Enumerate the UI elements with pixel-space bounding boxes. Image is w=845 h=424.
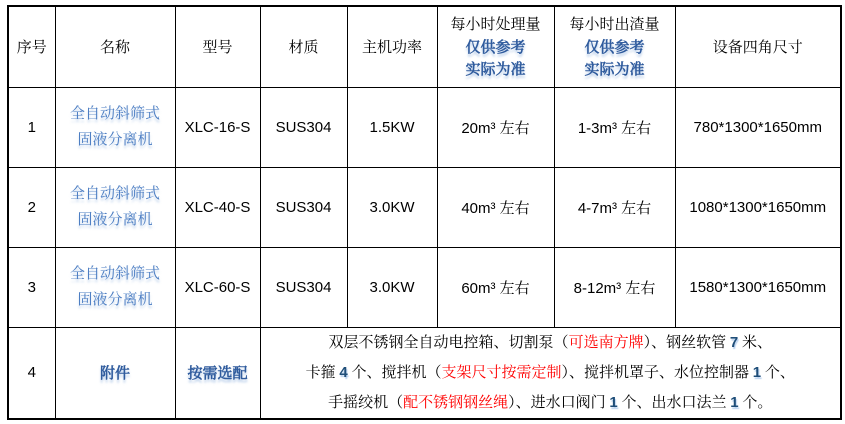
product-name-line: 固液分离机: [77, 292, 153, 308]
header-label: 名称: [99, 40, 130, 57]
text-segment-number: 1: [752, 363, 762, 381]
text-segment: 个、: [761, 364, 795, 381]
text-segment-number: 7: [729, 333, 739, 351]
accessories-model: 按需选配: [187, 366, 248, 382]
text-segment-number: 4: [339, 363, 348, 381]
product-name: [58, 101, 173, 153]
row-number-cell: 1: [8, 87, 55, 167]
text-segment: 个、出水口法兰: [617, 394, 731, 411]
text-segment: 个、搅拌机（: [347, 364, 442, 381]
header-label: 序号: [16, 40, 47, 57]
text-segment: ）、进水口阀门: [508, 394, 610, 411]
text-segment: 个。: [738, 394, 773, 411]
model-cell: XLC-16-S: [175, 87, 260, 167]
header-label: 每小时出渣量: [569, 16, 660, 33]
power-cell: 3.0KW: [347, 247, 437, 327]
accessories-line: [267, 328, 835, 358]
capacity-cell: 20m³ 左右: [437, 87, 554, 167]
material-cell: SUS304: [260, 247, 347, 327]
product-name-cell: [55, 167, 175, 247]
header-col-name: [55, 6, 175, 87]
header-note: 实际为准: [584, 61, 645, 78]
text-segment-number: 1: [730, 393, 739, 411]
model-cell: XLC-60-S: [175, 247, 260, 327]
product-name: [58, 181, 173, 233]
slag-cell: 8-12m³ 左右: [554, 247, 675, 327]
text-segment: 米、: [738, 334, 772, 351]
header-col-material: [260, 6, 347, 87]
material-cell: SUS304: [260, 87, 347, 167]
row-number-cell: 3: [8, 247, 55, 327]
text-segment: ）、搅拌机罩子、水位控制器: [561, 364, 753, 381]
header-col-no: [8, 6, 55, 87]
accessories-name: 附件: [99, 366, 130, 382]
power-cell: 3.0KW: [347, 167, 437, 247]
accessories-line: [267, 358, 835, 388]
product-name-line: 全自动斜筛式: [69, 186, 160, 202]
accessories-name-cell: [55, 327, 175, 419]
power-cell: 1.5KW: [347, 87, 437, 167]
header-col-slag: [554, 6, 675, 87]
text-segment-red: 可选南方牌: [568, 334, 644, 351]
capacity-cell: 60m³ 左右: [437, 247, 554, 327]
size-cell: 1080*1300*1650mm: [675, 167, 841, 247]
material-cell: SUS304: [260, 167, 347, 247]
accessories-model-cell: [175, 327, 260, 419]
header-note: 仅供参考: [465, 39, 526, 56]
product-name-cell: [55, 247, 175, 327]
size-cell: 780*1300*1650mm: [675, 87, 841, 167]
text-segment-red: 支架尺寸按需定制: [441, 364, 562, 381]
text-segment-number: 1: [609, 393, 618, 411]
accessories-line: [267, 388, 835, 418]
text-segment: 双层不锈钢全自动电控箱、切割泵（: [328, 334, 569, 351]
header-label: 每小时处理量: [450, 16, 541, 33]
product-name-line: 全自动斜筛式: [69, 266, 160, 282]
capacity-cell: 40m³ 左右: [437, 167, 554, 247]
row-number-cell: 4: [8, 327, 55, 419]
header-label: 主机功率: [361, 40, 422, 57]
header-row: [8, 6, 841, 87]
accessories-description-cell: [260, 327, 841, 419]
text-segment-red: 配不锈钢钢丝绳: [403, 394, 509, 411]
header-col-capacity: [437, 6, 554, 87]
header-note: 实际为准: [465, 61, 526, 78]
product-name: [58, 261, 173, 313]
header-label: 设备四角尺寸: [712, 40, 803, 57]
product-spec-table: [7, 5, 842, 420]
header-label: 材质: [288, 40, 319, 57]
header-col-size: [675, 6, 841, 87]
table-row: [8, 247, 841, 327]
product-name-line: 全自动斜筛式: [69, 106, 160, 122]
row-number-cell: 2: [8, 167, 55, 247]
text-segment: ）、钢丝软管: [643, 334, 730, 351]
text-segment: 卡箍: [305, 364, 340, 381]
header-col-model: [175, 6, 260, 87]
accessories-row: [8, 327, 841, 419]
product-name-line: 固液分离机: [77, 132, 153, 148]
table-row: [8, 167, 841, 247]
product-name-line: 固液分离机: [77, 212, 153, 228]
size-cell: 1580*1300*1650mm: [675, 247, 841, 327]
slag-cell: 1-3m³ 左右: [554, 87, 675, 167]
model-cell: XLC-40-S: [175, 167, 260, 247]
table-row: [8, 87, 841, 167]
text-segment: 手摇绞机（: [328, 394, 404, 411]
slag-cell: 4-7m³ 左右: [554, 167, 675, 247]
header-col-power: [347, 6, 437, 87]
accessories-description: [263, 328, 839, 418]
header-note: 仅供参考: [584, 39, 645, 56]
header-label: 型号: [202, 40, 233, 57]
product-name-cell: [55, 87, 175, 167]
